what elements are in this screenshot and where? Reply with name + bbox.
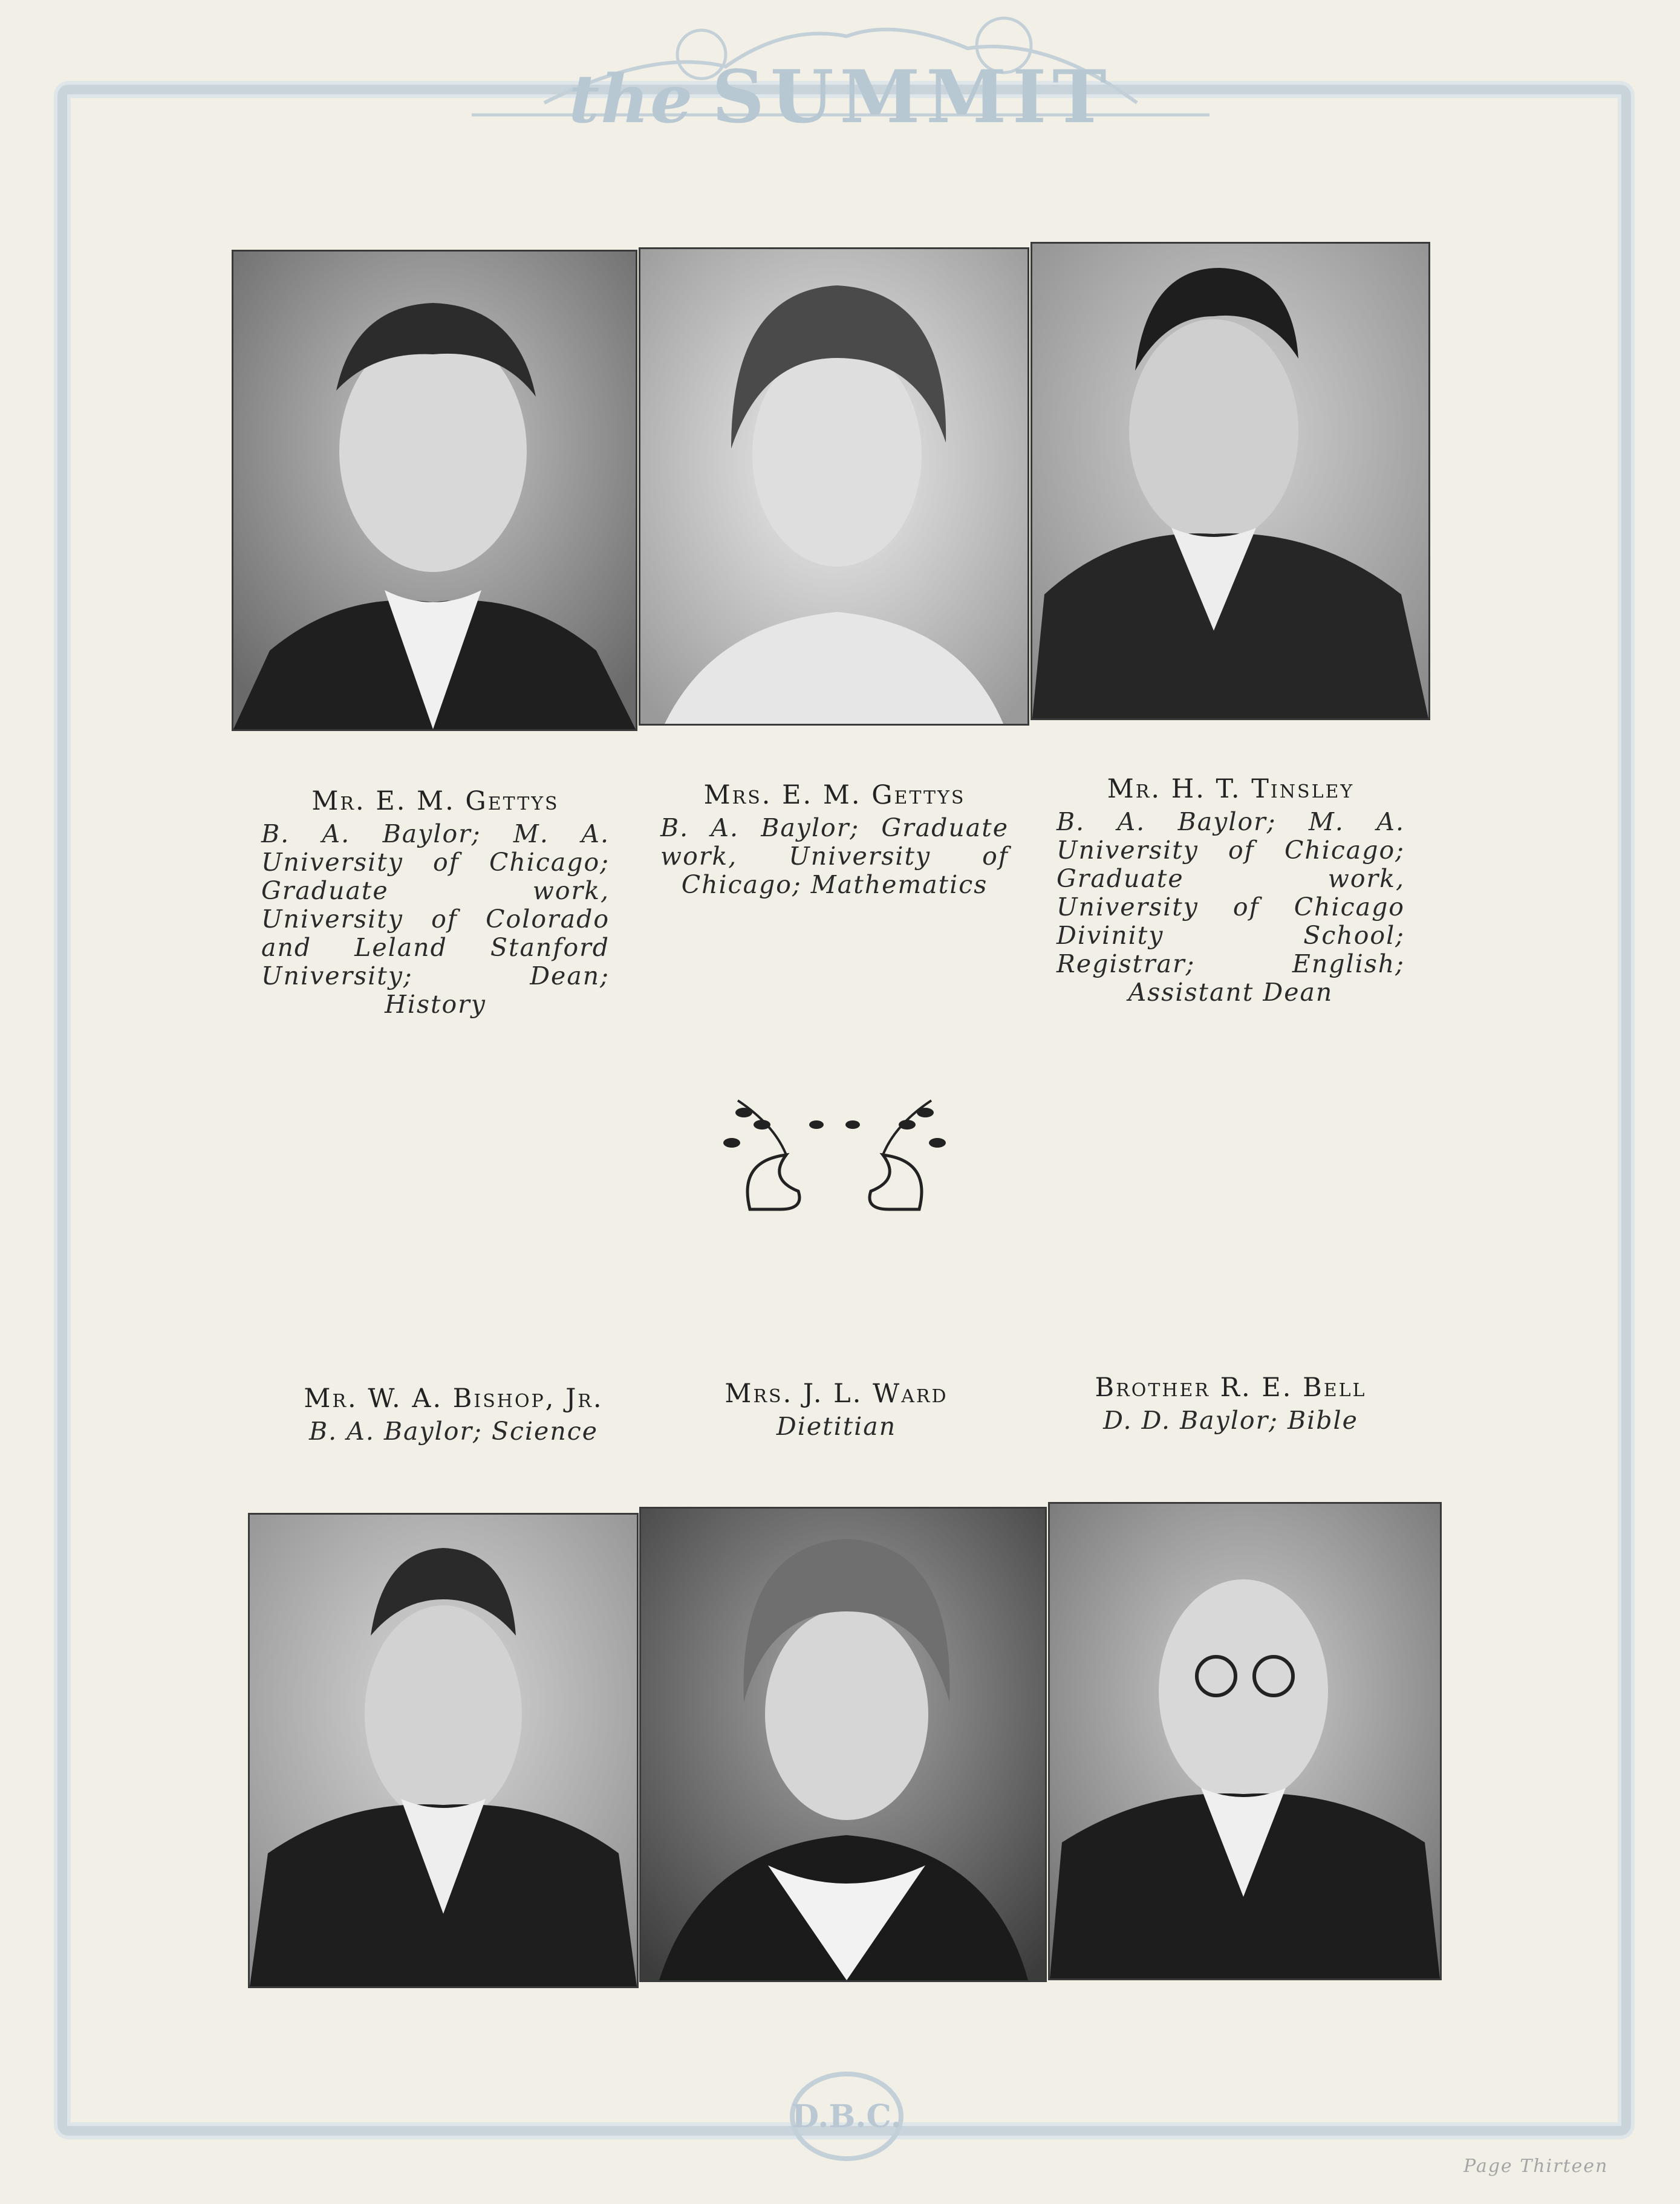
- faculty-credentials: B. A. Baylor; M. A. University of Chicago; Graduate work, University of Colorado and Leland Stanford University; Dean; History: [261, 819, 610, 1019]
- portrait-woman-photo: [641, 1509, 1045, 1980]
- portrait-mrs-em-gettys: [639, 247, 1029, 726]
- portrait-wa-bishop: [248, 1513, 639, 1988]
- portrait-jl-ward: [639, 1507, 1047, 1982]
- faculty-credentials: B. A. Baylor; Graduate work, University of Chicago; Mathematics: [660, 813, 1009, 899]
- dbc-monogram-emblem: [786, 2068, 907, 2165]
- caption-ht-tinsley: [1049, 774, 1412, 1007]
- faculty-name: Mr. H. T. Tinsley: [1107, 774, 1355, 804]
- portrait-ht-tinsley: [1030, 242, 1430, 720]
- faculty-name: Mr. W. A. Bishop, Jr.: [304, 1383, 604, 1414]
- faculty-name: Mrs. E. M. Gettys: [703, 780, 966, 810]
- title-the: the: [568, 60, 694, 138]
- portrait-man-photo: [1050, 1504, 1440, 1978]
- title-summit: SUMMIT: [712, 54, 1113, 140]
- monogram-text: D.B.C.: [792, 2098, 902, 2135]
- summit-title: [472, 54, 1210, 140]
- faculty-credentials: B. A. Baylor; M. A. University of Chicago; Graduate work, University of Chicago Divinity School; Registrar; English; Assistant Dean: [1057, 807, 1405, 1007]
- caption-mrs-em-gettys: [653, 780, 1016, 899]
- portrait-woman-photo: [640, 249, 1027, 724]
- faculty-credentials: D. D. Baylor; Bible: [1103, 1406, 1358, 1435]
- caption-wa-bishop: [272, 1383, 635, 1446]
- portrait-em-gettys: [232, 250, 637, 731]
- portrait-man-photo: [233, 252, 636, 729]
- floral-ornament: [714, 1088, 956, 1215]
- summit-header: [472, 12, 1210, 151]
- faculty-credentials: B. A. Baylor; Science: [309, 1417, 598, 1446]
- faculty-credentials: Dietitian: [776, 1412, 897, 1441]
- caption-re-bell: [1049, 1373, 1412, 1435]
- faculty-name: Brother R. E. Bell: [1095, 1373, 1367, 1403]
- portrait-re-bell: [1048, 1502, 1442, 1980]
- caption-jl-ward: [655, 1379, 1018, 1441]
- faculty-name: Mrs. J. L. Ward: [724, 1379, 948, 1409]
- portrait-man-photo: [1032, 244, 1428, 718]
- faculty-name: Mr. E. M. Gettys: [311, 786, 559, 816]
- page-number: Page Thirteen: [1463, 2156, 1609, 2177]
- portrait-man-photo: [250, 1515, 637, 1986]
- caption-em-gettys: [254, 786, 617, 1019]
